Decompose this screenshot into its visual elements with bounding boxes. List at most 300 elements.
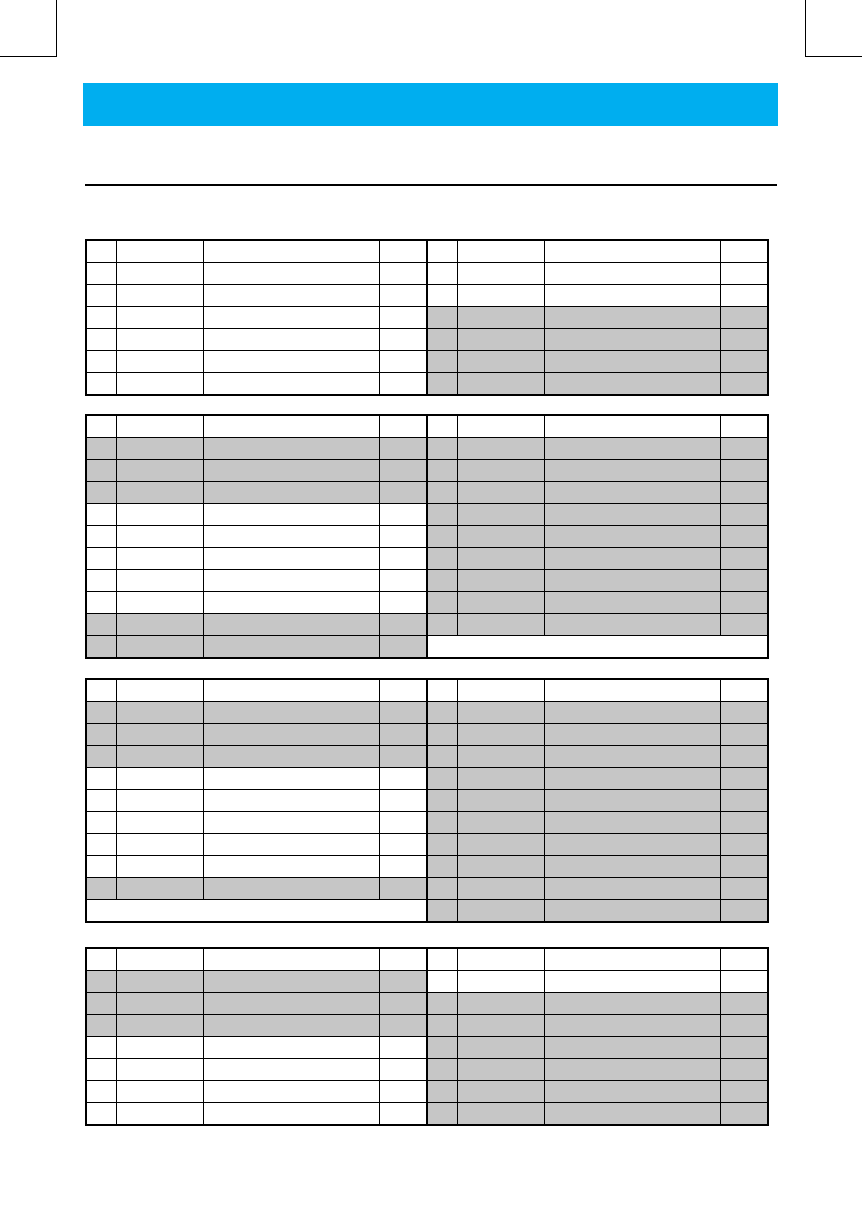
table-cell	[457, 948, 544, 971]
table-cell	[86, 900, 427, 923]
table-cell	[720, 702, 768, 724]
table-cell	[116, 285, 203, 307]
table-cell	[720, 812, 768, 834]
table-cell	[86, 993, 116, 1015]
table-cell	[116, 307, 203, 329]
table-cell	[720, 768, 768, 790]
table-row	[86, 636, 768, 659]
table-cell	[427, 263, 457, 285]
table-cell	[457, 329, 544, 351]
table-cell	[720, 592, 768, 614]
table-cell	[203, 724, 379, 746]
table-cell	[457, 285, 544, 307]
table-cell	[720, 614, 768, 636]
table-cell	[203, 1037, 379, 1059]
table-cell	[379, 373, 427, 396]
table-cell	[427, 702, 457, 724]
table-cell	[203, 993, 379, 1015]
table-cell	[457, 482, 544, 504]
table-cell	[544, 790, 720, 812]
table-row	[86, 1059, 768, 1081]
table-cell	[427, 373, 457, 396]
table-cell	[720, 746, 768, 768]
table-cell	[720, 834, 768, 856]
table-cell	[544, 1059, 720, 1081]
table-cell	[86, 856, 116, 878]
table-cell	[203, 240, 379, 263]
table-cell	[379, 812, 427, 834]
table-cell	[379, 504, 427, 526]
table-cell	[203, 614, 379, 636]
table-cell	[203, 1103, 379, 1126]
table-cell	[544, 263, 720, 285]
table-cell	[379, 614, 427, 636]
table-cell	[457, 1081, 544, 1103]
table-cell	[457, 263, 544, 285]
table-cell	[427, 307, 457, 329]
table-cell	[379, 856, 427, 878]
table-cell	[86, 1059, 116, 1081]
table-cell	[116, 702, 203, 724]
table-row	[86, 900, 768, 923]
table-cell	[544, 1103, 720, 1126]
table-row	[86, 438, 768, 460]
table-cell	[116, 768, 203, 790]
table-cell	[544, 679, 720, 702]
table-cell	[544, 768, 720, 790]
table-cell	[544, 438, 720, 460]
table-cell	[86, 636, 116, 659]
table-cell	[86, 702, 116, 724]
table-2	[85, 414, 769, 659]
table-cell	[203, 679, 379, 702]
table-cell	[116, 548, 203, 570]
table-cell	[720, 351, 768, 373]
table-cell	[457, 592, 544, 614]
table-cell	[457, 702, 544, 724]
table-row	[86, 702, 768, 724]
table-cell	[116, 856, 203, 878]
table-cell	[457, 1103, 544, 1126]
table-cell	[379, 636, 427, 659]
table-cell	[116, 526, 203, 548]
table-cell	[86, 548, 116, 570]
table-cell	[720, 307, 768, 329]
table-cell	[86, 1037, 116, 1059]
table-cell	[116, 460, 203, 482]
table-cell	[86, 1103, 116, 1126]
table-cell	[427, 415, 457, 438]
table-cell	[457, 724, 544, 746]
table-cell	[720, 1081, 768, 1103]
table-cell	[203, 702, 379, 724]
table-cell	[86, 746, 116, 768]
table-row	[86, 993, 768, 1015]
table-cell	[544, 812, 720, 834]
table-cell	[544, 240, 720, 263]
table-cell	[427, 768, 457, 790]
table-cell	[427, 679, 457, 702]
table-cell	[116, 1037, 203, 1059]
table-row	[86, 329, 768, 351]
table-cell	[720, 460, 768, 482]
table-cell	[720, 504, 768, 526]
table-cell	[544, 504, 720, 526]
table-cell	[457, 834, 544, 856]
table-row	[86, 1037, 768, 1059]
table-cell	[86, 329, 116, 351]
table-cell	[544, 329, 720, 351]
table-cell	[427, 285, 457, 307]
table-cell	[86, 614, 116, 636]
table-cell	[457, 993, 544, 1015]
table-cell	[457, 1015, 544, 1037]
table-cell	[720, 1103, 768, 1126]
table-cell	[457, 240, 544, 263]
table-cell	[116, 993, 203, 1015]
table-row	[86, 504, 768, 526]
table-cell	[86, 373, 116, 396]
table-cell	[203, 1059, 379, 1081]
table-cell	[203, 971, 379, 993]
table-cell	[379, 679, 427, 702]
table-cell	[544, 1015, 720, 1037]
table-row	[86, 460, 768, 482]
table-cell	[86, 834, 116, 856]
table-cell	[427, 592, 457, 614]
table-cell	[720, 1037, 768, 1059]
table-cell	[86, 351, 116, 373]
table-cell	[427, 790, 457, 812]
table-row	[86, 1081, 768, 1103]
table-cell	[203, 570, 379, 592]
table-cell	[427, 993, 457, 1015]
table-cell	[427, 834, 457, 856]
table-row	[86, 263, 768, 285]
table-cell	[203, 548, 379, 570]
table-cell	[203, 1015, 379, 1037]
table-cell	[427, 438, 457, 460]
table-cell	[203, 948, 379, 971]
table-cell	[116, 263, 203, 285]
table-row	[86, 971, 768, 993]
table-cell	[720, 482, 768, 504]
table-cell	[457, 614, 544, 636]
table-cell	[379, 592, 427, 614]
table-cell	[116, 746, 203, 768]
table-cell	[720, 993, 768, 1015]
table-row	[86, 482, 768, 504]
table-cell	[116, 724, 203, 746]
table-cell	[720, 415, 768, 438]
table-cell	[427, 1037, 457, 1059]
table-cell	[544, 526, 720, 548]
table-cell	[427, 1081, 457, 1103]
table-cell	[86, 768, 116, 790]
table-row	[86, 790, 768, 812]
table-cell	[379, 526, 427, 548]
table-cell	[427, 504, 457, 526]
table-cell	[203, 768, 379, 790]
table-cell	[720, 548, 768, 570]
table-cell	[86, 592, 116, 614]
table-cell	[457, 526, 544, 548]
table-cell	[720, 948, 768, 971]
table-cell	[457, 790, 544, 812]
table-cell	[544, 878, 720, 900]
table-cell	[116, 971, 203, 993]
table-cell	[379, 329, 427, 351]
table-cell	[720, 263, 768, 285]
table-cell	[720, 971, 768, 993]
table-cell	[203, 415, 379, 438]
table-cell	[720, 438, 768, 460]
table-cell	[720, 878, 768, 900]
table-cell	[457, 415, 544, 438]
table-row	[86, 307, 768, 329]
table-cell	[86, 482, 116, 504]
table-cell	[427, 482, 457, 504]
table-cell	[116, 614, 203, 636]
table-cell	[427, 460, 457, 482]
table-cell	[427, 724, 457, 746]
table-cell	[544, 460, 720, 482]
table-cell	[116, 1059, 203, 1081]
table-cell	[720, 1059, 768, 1081]
table-cell	[544, 1081, 720, 1103]
table-cell	[203, 329, 379, 351]
table-cell	[720, 240, 768, 263]
table-cell	[544, 482, 720, 504]
table-cell	[86, 679, 116, 702]
table-row	[86, 415, 768, 438]
table-cell	[116, 636, 203, 659]
table-row	[86, 373, 768, 396]
table-3	[85, 678, 769, 923]
table-cell	[427, 614, 457, 636]
table-cell	[86, 724, 116, 746]
table-cell	[427, 1059, 457, 1081]
table-cell	[427, 329, 457, 351]
table-cell	[116, 878, 203, 900]
table-cell	[427, 1015, 457, 1037]
table-cell	[379, 570, 427, 592]
table-cell	[544, 746, 720, 768]
table-cell	[86, 460, 116, 482]
table-cell	[544, 548, 720, 570]
table-cell	[203, 504, 379, 526]
table-cell	[427, 1103, 457, 1126]
table-cell	[379, 438, 427, 460]
table-cell	[720, 724, 768, 746]
table-cell	[427, 948, 457, 971]
table-cell	[544, 614, 720, 636]
table-cell	[457, 438, 544, 460]
table-row	[86, 878, 768, 900]
table-cell	[457, 746, 544, 768]
table-cell	[86, 415, 116, 438]
table-cell	[379, 415, 427, 438]
table-cell	[457, 307, 544, 329]
table-cell	[720, 285, 768, 307]
table-cell	[720, 526, 768, 548]
table-cell	[427, 548, 457, 570]
table-cell	[457, 373, 544, 396]
table-cell	[720, 373, 768, 396]
table-cell	[427, 526, 457, 548]
table-cell	[116, 482, 203, 504]
table-cell	[379, 263, 427, 285]
table-cell	[379, 746, 427, 768]
table-cell	[86, 263, 116, 285]
table-row	[86, 351, 768, 373]
table-cell	[427, 856, 457, 878]
table-cell	[379, 993, 427, 1015]
table-cell	[544, 834, 720, 856]
table-row	[86, 834, 768, 856]
table-4	[85, 947, 769, 1126]
table-cell	[203, 746, 379, 768]
table-cell	[379, 1081, 427, 1103]
section-rule	[85, 184, 777, 186]
table-cell	[457, 504, 544, 526]
table-row	[86, 746, 768, 768]
table-cell	[427, 812, 457, 834]
table-cell	[203, 460, 379, 482]
table-cell	[427, 878, 457, 900]
table-cell	[457, 812, 544, 834]
table-cell	[544, 702, 720, 724]
table-cell	[116, 1103, 203, 1126]
table-cell	[379, 285, 427, 307]
table-cell	[544, 971, 720, 993]
corner-mark-top-right	[805, 56, 862, 57]
table-cell	[457, 570, 544, 592]
table-cell	[544, 285, 720, 307]
table-cell	[544, 900, 720, 923]
table-cell	[457, 900, 544, 923]
table-cell	[86, 1081, 116, 1103]
table-cell	[379, 240, 427, 263]
table-cell	[379, 1015, 427, 1037]
table-cell	[86, 526, 116, 548]
table-cell	[379, 878, 427, 900]
table-cell	[379, 482, 427, 504]
table-cell	[116, 415, 203, 438]
corner-mark-top-left	[56, 0, 57, 57]
table-cell	[720, 1015, 768, 1037]
table-cell	[427, 636, 768, 659]
table-cell	[203, 526, 379, 548]
table-cell	[427, 570, 457, 592]
table-row	[86, 856, 768, 878]
table-cell	[116, 329, 203, 351]
header-banner	[83, 83, 778, 126]
table-cell	[379, 702, 427, 724]
table-cell	[379, 460, 427, 482]
table-cell	[720, 856, 768, 878]
table-cell	[379, 1037, 427, 1059]
table-cell	[116, 679, 203, 702]
table-cell	[379, 768, 427, 790]
table-cell	[457, 768, 544, 790]
table-cell	[86, 504, 116, 526]
table-cell	[379, 834, 427, 856]
table-cell	[379, 1103, 427, 1126]
table-cell	[720, 679, 768, 702]
table-cell	[544, 373, 720, 396]
table-cell	[720, 900, 768, 923]
table-cell	[427, 240, 457, 263]
table-cell	[544, 307, 720, 329]
table-row	[86, 679, 768, 702]
table-cell	[116, 834, 203, 856]
table-cell	[379, 1059, 427, 1081]
table-cell	[544, 993, 720, 1015]
table-cell	[544, 948, 720, 971]
table-cell	[544, 592, 720, 614]
table-cell	[379, 548, 427, 570]
table-cell	[116, 504, 203, 526]
table-row	[86, 526, 768, 548]
table-cell	[86, 1015, 116, 1037]
table-cell	[379, 307, 427, 329]
table-cell	[203, 482, 379, 504]
table-cell	[457, 548, 544, 570]
table-cell	[116, 240, 203, 263]
table-cell	[379, 790, 427, 812]
table-cell	[379, 724, 427, 746]
table-cell	[457, 856, 544, 878]
table-cell	[116, 592, 203, 614]
table-row	[86, 768, 768, 790]
table-cell	[203, 592, 379, 614]
table-cell	[116, 351, 203, 373]
table-cell	[86, 878, 116, 900]
table-cell	[116, 570, 203, 592]
table-cell	[427, 351, 457, 373]
corner-mark-top-right	[805, 0, 806, 57]
table-cell	[86, 307, 116, 329]
table-cell	[379, 351, 427, 373]
table-row	[86, 614, 768, 636]
table-cell	[427, 746, 457, 768]
table-cell	[116, 1015, 203, 1037]
table-cell	[203, 307, 379, 329]
table-row	[86, 812, 768, 834]
table-cell	[86, 948, 116, 971]
table-cell	[86, 240, 116, 263]
table-cell	[544, 1037, 720, 1059]
table-cell	[720, 570, 768, 592]
corner-mark-top-left	[0, 56, 57, 57]
table-cell	[203, 812, 379, 834]
table-cell	[544, 570, 720, 592]
table-cell	[457, 1037, 544, 1059]
table-row	[86, 1015, 768, 1037]
table-cell	[203, 263, 379, 285]
table-row	[86, 592, 768, 614]
table-row	[86, 240, 768, 263]
table-cell	[203, 636, 379, 659]
table-row	[86, 548, 768, 570]
table-cell	[203, 285, 379, 307]
table-cell	[203, 790, 379, 812]
table-cell	[86, 790, 116, 812]
table-cell	[203, 856, 379, 878]
table-cell	[203, 351, 379, 373]
table-cell	[457, 679, 544, 702]
